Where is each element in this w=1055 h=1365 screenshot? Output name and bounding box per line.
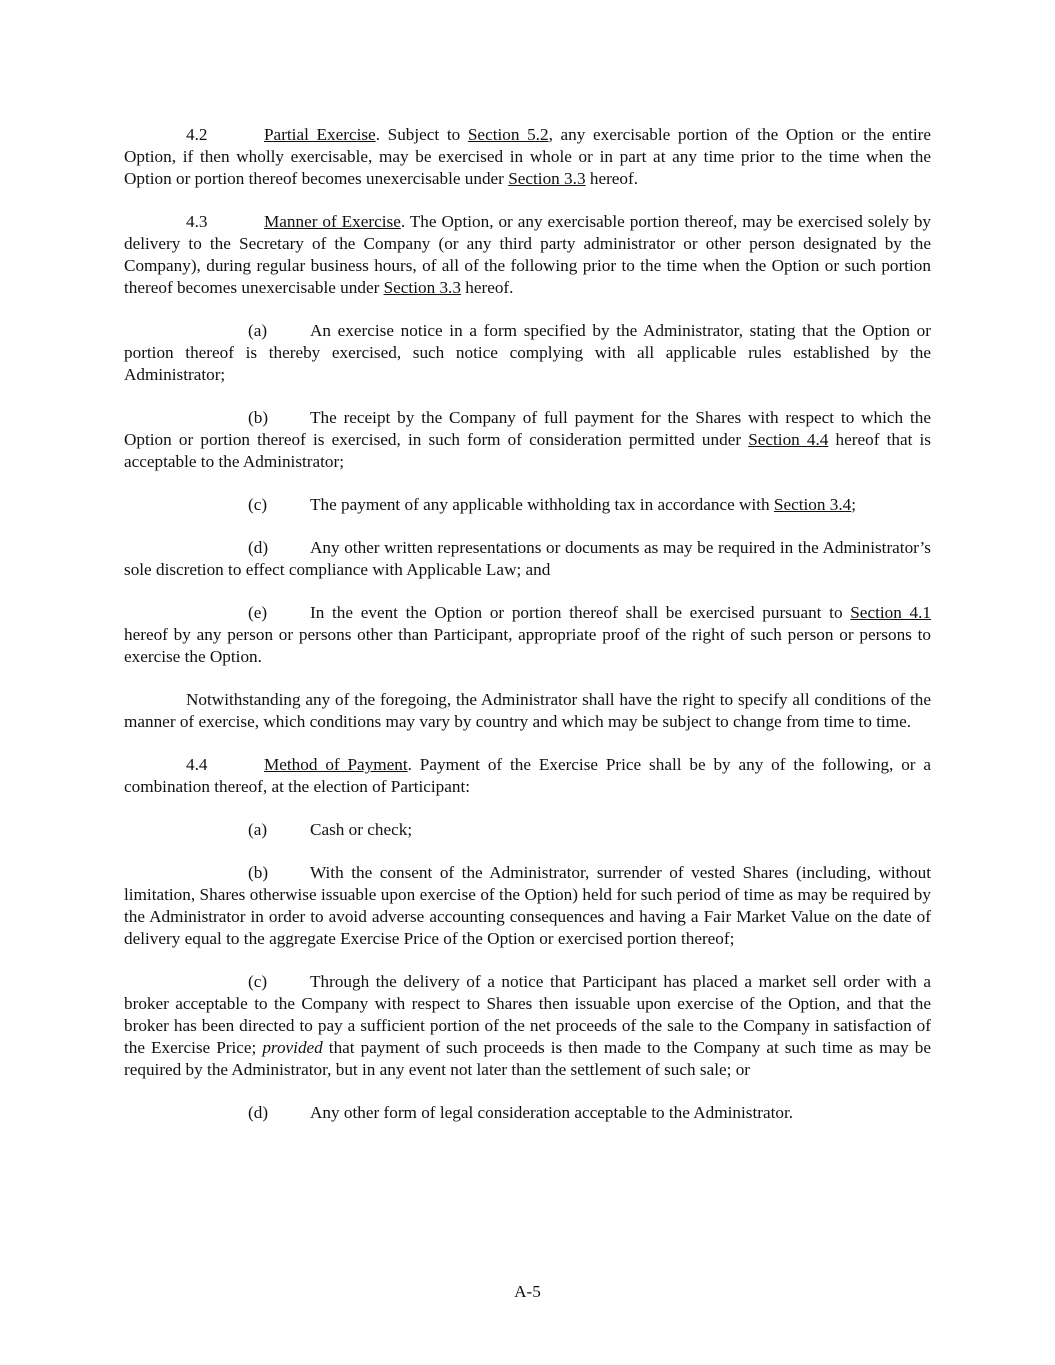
- clause-label: (a): [248, 820, 268, 839]
- section-number: 4.2: [186, 125, 208, 144]
- body-text: . Payment of the Exercise Price shall be by any of the following, or a combination thereof, at the election of Participant:: [124, 755, 931, 796]
- body-text: hereof.: [585, 169, 639, 188]
- section-number: 4.3: [186, 212, 208, 231]
- clause-label: (b): [248, 863, 269, 882]
- section-reference: Section 4.4: [748, 430, 829, 449]
- clause-4-3-d: [124, 537, 931, 581]
- clause-text: ;: [851, 495, 857, 514]
- italic-term: provided: [262, 1038, 323, 1057]
- clause-text: The payment of any applicable withholding tax in accordance with: [310, 495, 774, 514]
- page-number: A-5: [514, 1282, 541, 1301]
- document-page: [124, 124, 931, 1145]
- section-reference: Section 4.1: [850, 603, 931, 622]
- clause-4-3-e: [124, 602, 931, 668]
- clause-4-3-a: [124, 320, 931, 386]
- body-text: . Subject to: [375, 125, 468, 144]
- section-reference: Section 3.3: [508, 169, 586, 188]
- clause-4-4-a: [124, 819, 931, 841]
- clause-text: Any other form of legal consideration acceptable to the Administrator.: [310, 1103, 794, 1122]
- section-heading: Partial Exercise: [264, 125, 376, 144]
- clause-label: (e): [248, 603, 268, 622]
- body-text: , any exercisable portion of the Option or the entire Option, if then wholly exercisable, may be exercised in whole or in part at any time prior to the time when the Option or portion thereof becomes unexercisable under: [124, 125, 931, 188]
- clause-text: An exercise notice in a form specified by the Administrator, stating that the Option or portion thereof is thereby exercised, such notice complying with all applicable rules established by the Administrator;: [124, 321, 931, 384]
- section-reference: Section 5.2: [467, 125, 549, 144]
- clause-4-4-c: [124, 971, 931, 1081]
- clause-4-3-c: [124, 494, 931, 516]
- clause-text: hereof by any person or persons other than Participant, appropriate proof of the right of such person or persons to exercise the Option.: [124, 625, 931, 666]
- section-heading: Manner of Exercise: [264, 212, 401, 231]
- clause-text: The receipt by the Company of full payment for the Shares with respect to which the Option or portion thereof is exercised, in such form of consideration permitted under: [124, 408, 931, 449]
- clause-label: (c): [248, 972, 268, 991]
- clause-label: (b): [248, 408, 269, 427]
- clause-text: Cash or check;: [310, 820, 413, 839]
- clause-text: With the consent of the Administrator, surrender of vested Shares (including, without limitation, Shares otherwise issuable upon exercise of the Option) held for such period of time as may be required by the Administrator in order to avoid adverse accounting consequences and having a Fair Market Value on the date of delivery equal to the aggregate Exercise Price of the Option or exercised portion thereof;: [124, 863, 931, 948]
- body-text: . The Option, or any exercisable portion thereof, may be exercised solely by delivery to the Secretary of the Company (or any third party administrator or other person designated by the Company), during regular business hours, of all of the following prior to the time when the Option or such portion thereof becomes unexercisable under: [124, 212, 932, 297]
- clause-text: Through the delivery of a notice that Participant has placed a market sell order with a broker acceptable to the Company with respect to Shares then issuable upon exercise of the Option, and that the broker has been directed to pay a sufficient portion of the net proceeds of the sale to the Company in satisfaction of the Exercise Price;: [124, 972, 931, 1057]
- section-reference: Section 3.3: [383, 278, 461, 297]
- clause-label: (d): [248, 538, 269, 557]
- notwithstanding-paragraph: Notwithstanding any of the foregoing, the Administrator shall have the right to specify all conditions of the manner of exercise, which conditions may vary by country and which may be subject to change from time to time.: [124, 690, 931, 731]
- section-heading: Method of Payment: [264, 755, 408, 774]
- section-reference: Section 3.4: [773, 495, 852, 514]
- section-4-2: [124, 124, 931, 190]
- body-text: hereof.: [460, 278, 514, 297]
- clause-text: In the event the Option or portion thereof shall be exercised pursuant to: [310, 603, 851, 622]
- section-4-4: [124, 754, 931, 798]
- clause-label: (d): [248, 1103, 269, 1122]
- section-number: 4.4: [186, 755, 208, 774]
- clause-label: (a): [248, 321, 268, 340]
- clause-4-4-b: [124, 862, 931, 950]
- clause-4-3-b: [124, 407, 931, 473]
- clause-text: that payment of such proceeds is then made to the Company at such time as may be required by the Administrator, but in any event not later than the settlement of such sale; or: [124, 1038, 931, 1079]
- clause-label: (c): [248, 495, 268, 514]
- clause-text: Any other written representations or documents as may be required in the Administrator’s sole discretion to effect compliance with Applicable Law; and: [124, 538, 931, 579]
- clause-4-4-d: [124, 1102, 931, 1124]
- clause-text: hereof that is acceptable to the Administrator;: [124, 430, 931, 471]
- section-4-3: [124, 211, 931, 299]
